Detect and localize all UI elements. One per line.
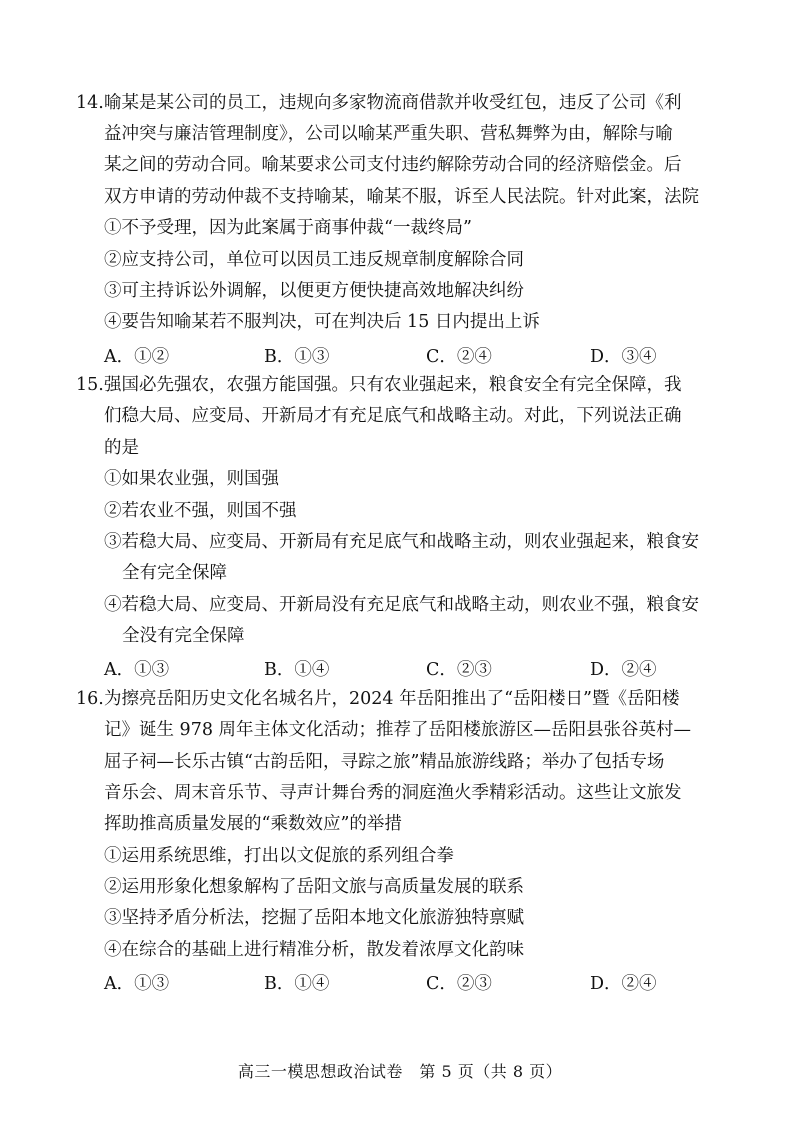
question-stem-line: 音乐会、周末音乐节、寻声计舞台秀的洞庭渔火季精彩活动。这些让文旅发 [104, 783, 682, 803]
statement: ①如果农业强，则国强 [104, 469, 279, 489]
question-stem-line: 某之间的劳动合同。喻某要求公司支付违约解除劳动合同的经济赔偿金。后 [104, 155, 682, 175]
statement: ③坚持矛盾分析法，挖掘了岳阳本地文化旅游独特禀赋 [104, 908, 524, 928]
answer-options [104, 970, 744, 992]
question-number: 16. [76, 689, 104, 709]
option-b[interactable]: B．①③ [264, 347, 330, 367]
option-d[interactable]: D．②④ [590, 974, 657, 994]
option-d[interactable]: D．②④ [590, 660, 657, 680]
option-b[interactable]: B．①④ [264, 974, 330, 994]
statement: ③可主持诉讼外调解，以便更方便快捷高效地解决纠纷 [104, 281, 524, 301]
question-stem-line: 记》诞生 978 周年主体文化活动；推荐了岳阳楼旅游区—岳阳县张谷英村— [104, 720, 692, 740]
question-number: 14. [76, 93, 104, 113]
question-stem-line: 的是 [104, 438, 139, 458]
question-stem-line: 们稳大局、应变局、开新局才有充足底气和战略主动。对此，下列说法正确 [104, 406, 682, 426]
page-footer: 高三一模思想政治试卷 第 5 页（共 8 页） [237, 1062, 563, 1081]
option-a[interactable]: A．①② [104, 347, 170, 367]
statement-continuation: 全没有完全保障 [122, 626, 245, 646]
statement: ③若稳大局、应变局、开新局有充足底气和战略主动，则农业强起来，粮食安 [104, 532, 699, 552]
statement: ②若农业不强，则国不强 [104, 501, 297, 521]
statement: ④在综合的基础上进行精准分析，散发着浓厚文化韵味 [104, 940, 524, 960]
question-stem-line: 为擦亮岳阳历史文化名城名片，2024 年岳阳推出了“岳阳楼日”暨《岳阳楼 [104, 689, 680, 709]
option-b[interactable]: B．①④ [264, 660, 330, 680]
option-c[interactable]: C．②④ [426, 347, 492, 367]
option-d[interactable]: D．③④ [590, 347, 657, 367]
option-c[interactable]: C．②③ [426, 974, 492, 994]
option-c[interactable]: C．②③ [426, 660, 492, 680]
statement: ②运用形象化想象解构了岳阳文旅与高质量发展的联系 [104, 877, 524, 897]
answer-options [104, 656, 744, 678]
option-a[interactable]: A．①③ [104, 974, 170, 994]
question-number: 15. [76, 375, 104, 395]
statement: ②应支持公司，单位可以因员工违反规章制度解除合同 [104, 250, 524, 270]
question-stem-line: 屈子祠—长乐古镇“古韵岳阳，寻踪之旅”精品旅游线路；举办了包括专场 [104, 752, 665, 772]
statement: ④要告知喻某若不服判决，可在判决后 15 日内提出上诉 [104, 312, 540, 332]
question-stem-line: 挥助推高质量发展的“乘数效应”的举措 [104, 814, 402, 834]
statement: ①运用系统思维，打出以文促旅的系列组合拳 [104, 846, 454, 866]
question-stem-line: 益冲突与廉洁管理制度》，公司以喻某严重失职、营私舞弊为由，解除与喻 [104, 124, 673, 144]
answer-options [104, 343, 744, 365]
question-stem-line: 双方申请的劳动仲裁不支持喻某，喻某不服，诉至人民法院。针对此案，法院 [104, 187, 699, 207]
question-stem-line: 强国必先强农，农强方能国强。只有农业强起来，粮食安全有完全保障，我 [104, 375, 682, 395]
statement: ④若稳大局、应变局、开新局没有充足底气和战略主动，则农业不强，粮食安 [104, 595, 699, 615]
statement-continuation: 全有完全保障 [122, 563, 227, 583]
statement: ①不予受理，因为此案属于商事仲裁“一裁终局” [104, 218, 472, 238]
option-a[interactable]: A．①③ [104, 660, 170, 680]
question-stem-line: 喻某是某公司的员工，违规向多家物流商借款并收受红包，违反了公司《利 [104, 93, 682, 113]
